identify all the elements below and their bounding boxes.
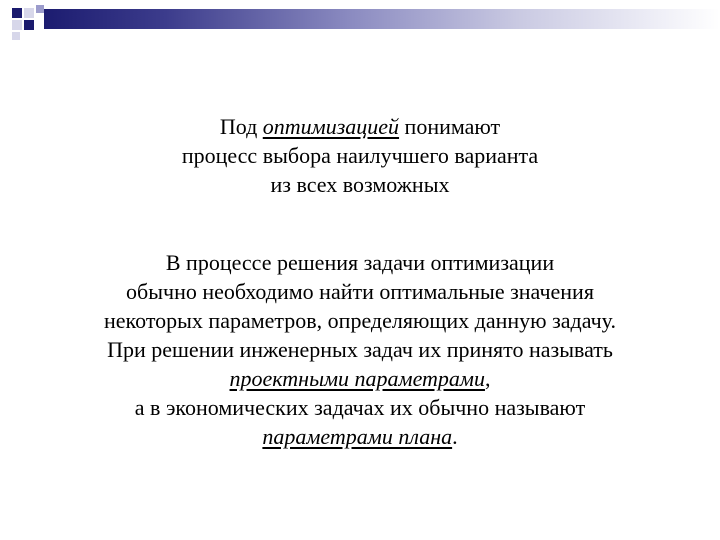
term-plan-parameters: параметрами плана [262, 424, 453, 449]
text-segment: , [484, 366, 491, 391]
explanation-line-6: а в экономических задачах их обычно называют [134, 395, 586, 420]
decor-square-navy-bottom [24, 20, 34, 30]
decor-square-light-left [12, 20, 22, 30]
explanation-paragraph [0, 248, 720, 451]
explanation-line-2: обычно необходимо найти оптимальные значения [126, 279, 594, 304]
slide-header-decoration [0, 0, 720, 40]
decor-square-mid-top [36, 5, 44, 13]
definition-paragraph [0, 112, 720, 199]
decor-square-navy-top-left [12, 8, 22, 18]
explanation-line-7 [0, 422, 720, 451]
text-segment: Под [219, 114, 263, 139]
decor-square-light-top [24, 8, 34, 18]
header-gradient-bar [44, 9, 720, 29]
definition-line-1 [0, 112, 720, 141]
text-segment: понимают [399, 114, 501, 139]
text-segment: . [452, 424, 458, 449]
decor-square-light-bottom-left [12, 32, 20, 40]
term-design-parameters: проектными параметрами [229, 366, 485, 391]
explanation-line-1: В процессе решения задачи оптимизации [165, 250, 555, 275]
definition-line-2: процесс выбора наилучшего варианта [181, 143, 539, 168]
explanation-line-4: При решении инженерных задач их принято называть [107, 337, 613, 362]
explanation-line-5 [0, 364, 720, 393]
term-optimization: оптимизацией [262, 114, 400, 139]
definition-line-3: из всех возможных [270, 172, 450, 197]
explanation-line-3: некоторых параметров, определяющих данную задачу. [104, 308, 616, 333]
